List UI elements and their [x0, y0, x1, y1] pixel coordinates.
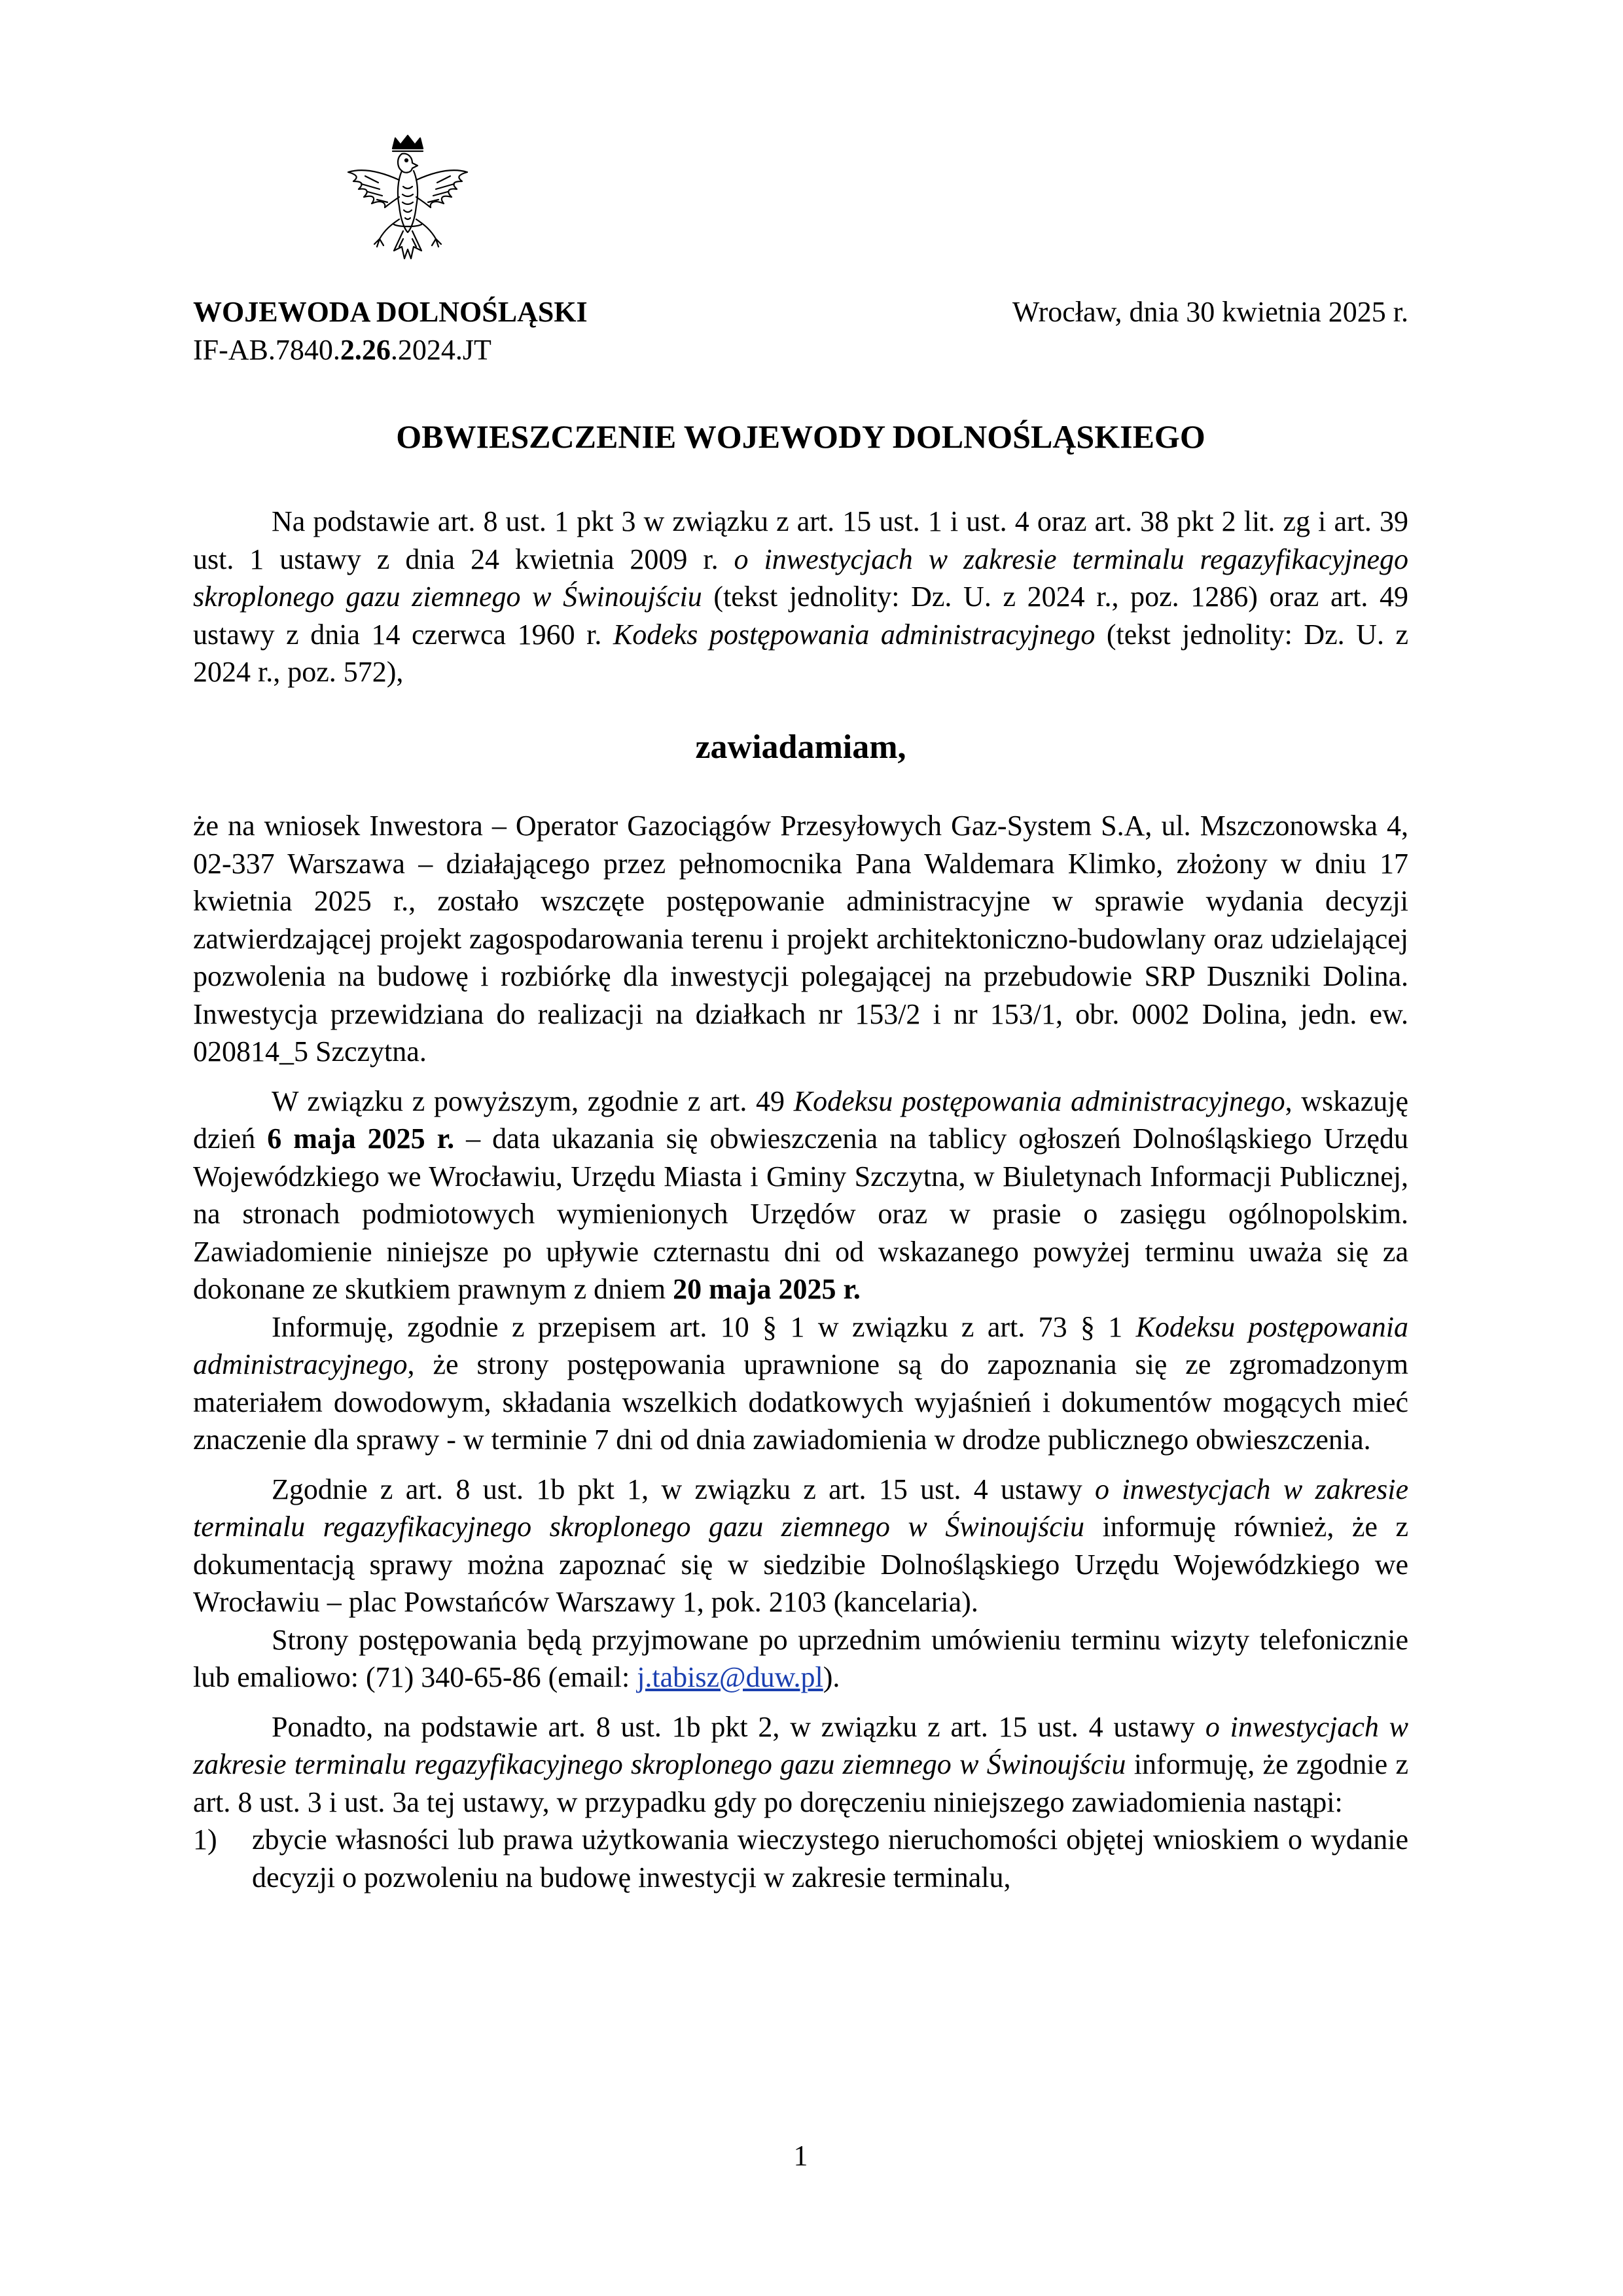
polish-eagle-emblem-icon [339, 134, 476, 285]
notice-paragraph: że na wniosek Inwestora – Operator Gazociągów Przesyłowych Gaz-System S.A, ul. Mszczonowska 4, 02-337 Warszawa – działającego przez pełnomocnika Pana Waldemara Klimko, złożony w dniu 17 kwietnia 2025 r., zostało wszczęte postępowanie administracyjne w sprawie wydania decyzji zatwierdzającej projekt zagospodarowania terenu i projekt architektoniczno-budowlany oraz udzielającej pozwolenia na budowę i rozbiórkę dla inwestycji polegającej na przebudowie SRP Duszniki Dolina. Inwestycja przewidziana do realizacji na działkach nr 153/2 i nr 153/1, obr. 0002 Dolina, jedn. ew. 020814_5 Szczytna. [193, 810, 1408, 1067]
dates-code-name: Kodeksu postępowania administracyjnego [793, 1085, 1285, 1117]
case-ref-suffix: .2024.JT [390, 334, 491, 366]
publication-date: 6 maja 2025 r. [267, 1122, 455, 1155]
legal-basis-section [193, 503, 1408, 691]
contact-text-2: ). [823, 1661, 840, 1693]
contact-text-1: Strony postępowania będą przyjmowane po uprzednim umówieniu terminu wizyty telefonicznie lub emaliowo: (71) 340-65-86 (email: [193, 1623, 1408, 1693]
page-number: 1 [793, 2140, 808, 2172]
email-link[interactable]: j.tabisz@duw.pl [637, 1661, 823, 1693]
case-reference [193, 331, 588, 369]
dates-text-2: , wskazuję dzień [193, 1085, 1408, 1155]
dates-text-1: W związku z powyższym, zgodnie z art. 49 [272, 1085, 794, 1117]
document-title: OBWIESZCZENIE WOJEWODY DOLNOŚLĄSKIEGO [396, 418, 1205, 455]
rights-paragraph [193, 1308, 1408, 1459]
rights-text-1: Informuję, zgodnie z przepisem art. 10 § 1 w związku z art. 73 § 1 [272, 1310, 1136, 1343]
documentation-act-name: o inwestycjach w zakresie terminalu regazyfikacyjnego skroplonego gazu ziemnego w Świnoujściu [193, 1473, 1408, 1543]
header-left-block [193, 293, 588, 369]
legal-basis-act-1: o inwestycjach w zakresie terminalu regazyfikacyjnego skroplonego gazu ziemnego w Świnoujściu [193, 543, 1409, 613]
effective-date: 20 maja 2025 r. [673, 1273, 861, 1305]
legal-basis-act-2: Kodeks postępowania administracyjnego [613, 618, 1096, 651]
additional-paragraph [193, 1708, 1408, 1821]
rights-code-name: Kodeksu postępowania administracyjnego [193, 1310, 1408, 1380]
documentation-text-2: informuję również, że z dokumentacją sprawy można zapoznać się w siedzibie Dolnośląskiego Urzędu Wojewódzkiego we Wrocławiu – plac Powstańców Warszawy 1, pok. 2103 (kancelaria). [193, 1511, 1408, 1618]
case-ref-bold: 2.26 [340, 334, 391, 366]
additional-act-name: o inwestycjach w zakresie terminalu regazyfikacyjnego skroplonego gazu ziemnego w Świnoujściu [193, 1710, 1409, 1780]
main-body [193, 807, 1408, 1896]
contact-paragraph [193, 1621, 1408, 1696]
legal-basis-text-3: (tekst jednolity: Dz. U. z 2024 r., poz. 572), [193, 618, 1408, 688]
dates-paragraph [193, 1083, 1408, 1308]
dates-text-3: – data ukazania się obwieszczenia na tablicy ogłoszeń Dolnośląskiego Urzędu Wojewódzkiego we Wrocławiu, Urzędu Miasta i Gminy Szczytna, w Biuletynach Informacji Publicznej, na stronach podmiotowych wymienionych Urzędów oraz w prasie o zasięgu ogólnopolskim. Zawiadomienie niniejsze po upływie czternastu dni od wskazanego powyżej terminu uważa się za dokonane ze skutkiem prawnym z dniem [193, 1122, 1408, 1305]
additional-text-1: Ponadto, na podstawie art. 8 ust. 1b pkt 2, w związku z art. 15 ust. 4 ustawy [272, 1710, 1205, 1743]
case-ref-prefix: IF-AB.7840. [193, 334, 340, 366]
documentation-text-1: Zgodnie z art. 8 ust. 1b pkt 1, w związku z art. 15 ust. 4 ustawy [272, 1473, 1095, 1505]
documentation-paragraph [193, 1471, 1408, 1621]
list-item-number: 1) [193, 1823, 217, 1856]
legal-basis-text-1: Na podstawie art. 8 ust. 1 pkt 3 w związku z art. 15 ust. 1 i ust. 4 oraz art. 38 pkt 2 lit. zg i art. 39 ust. 1 ustawy z dnia 24 kwietnia 2009 r. [193, 505, 1408, 575]
additional-text-2: informuję, że zgodnie z art. 8 ust. 3 i ust. 3a tej ustawy, w przypadku gdy po doręczeniu niniejszego zawiadomienia nastąpi: [193, 1748, 1408, 1818]
announcement-heading: zawiadamiam, [695, 728, 906, 766]
list-item [193, 1821, 1408, 1896]
list-item-text: zbycie własności lub prawa użytkowania wieczystego nieruchomości objętej wnioskiem o wydanie decyzji o pozwoleniu na budowę inwestycji w zakresie terminalu, [252, 1823, 1408, 1893]
legal-basis-text-2: (tekst jednolity: Dz. U. z 2024 r., poz. 1286) oraz art. 49 ustawy z dnia 14 czerwca 1960 r. [193, 581, 1408, 651]
rights-text-2: , że strony postępowania uprawnione są do zapoznania się ze zgromadzonym materiałem dowodowym, składania wszelkich dodatkowych wyjaśnień i dokumentów mogących mieć znaczenie dla sprawy - w terminie 7 dni od dnia zawiadomienia w drodze publicznego obwieszczenia. [193, 1348, 1408, 1456]
place-and-date: Wrocław, dnia 30 kwietnia 2025 r. [1012, 296, 1408, 328]
legal-basis-paragraph [193, 503, 1408, 691]
issuing-authority: WOJEWODA DOLNOŚLĄSKI [193, 296, 588, 328]
